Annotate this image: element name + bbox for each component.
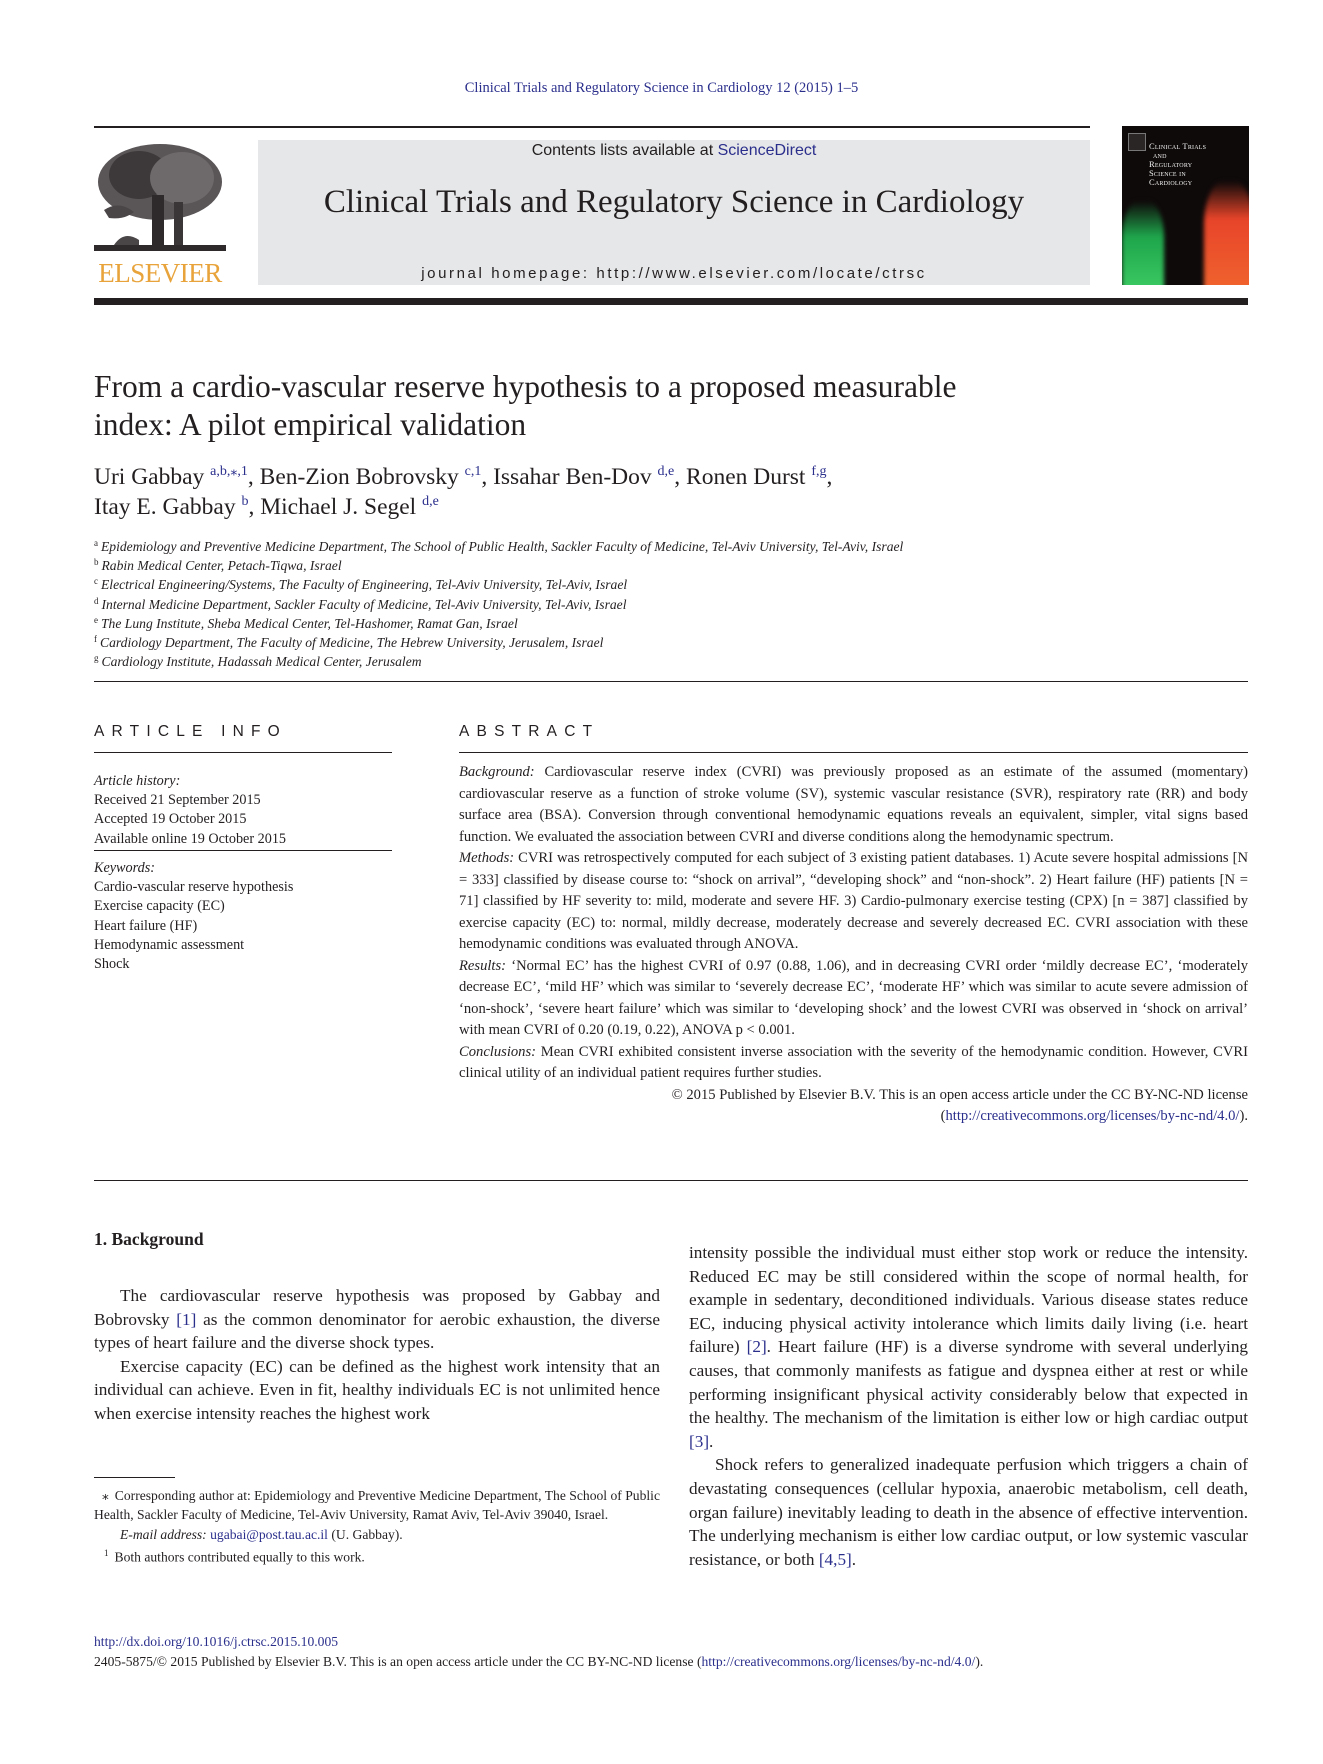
footer-license-link[interactable]: http://creativecommons.org/licenses/by-nc-nd/4.0/ xyxy=(701,1654,976,1669)
abstract-copyright: © 2015 Published by Elsevier B.V. This is an open access article under the CC BY-NC-ND license xyxy=(671,1086,1248,1103)
cover-elsevier-emblem-icon xyxy=(1128,133,1146,151)
keyword: Exercise capacity (EC) xyxy=(94,898,225,915)
body-left-column xyxy=(94,1284,660,1426)
affiliation-item: $^f$ Cardiology Department, The Faculty of Medicine, The Hebrew University, Jerusalem, Israel xyxy=(94,634,604,651)
abstract-end-rule xyxy=(94,1180,1248,1181)
keywords: Keywords: Cardio-vascular reserve hypothesis Exercise capacity (EC) Heart failure (HF) Hemodynamic assessment Shock xyxy=(94,859,392,974)
abstract-methods: Methods: CVRI was retrospectively computed for each subject of 3 existing patient databases. 1) Acute severe hospital admissions [N = 333] classified by disease course to: “shock on arrival”, “developing shock” and “non-shock”. 2) Heart failure (HF) patients [N = 71] classified by HF severity to: mild, moderate and severe HF. 3) Cardio-pulmonary exercise testing (CPX) [n = 387] classified by exercise capacity (EC) to: normal, mildly decrease, moderately decrease and severely decreased EC. CVRI association with these hemodynamic conditions was evaluated through ANOVA. xyxy=(459,850,1248,952)
received-date: Received 21 September 2015 xyxy=(94,792,261,809)
journal-name: Clinical Trials and Regulatory Science in Cardiology xyxy=(323,184,1025,220)
journal-homepage[interactable]: journal homepage: http://www.elsevier.com/locate/ctrsc xyxy=(421,265,927,282)
running-header[interactable]: Clinical Trials and Regulatory Science in Cardiology 12 (2015) 1–5 xyxy=(464,80,859,96)
footnote-rule xyxy=(94,1477,175,1478)
cc-license-link[interactable]: http://creativecommons.org/licenses/by-nc-nd/4.0/ xyxy=(945,1108,1240,1124)
abstract-license: (http://creativecommons.org/licenses/by-nc-nd/4.0/). xyxy=(940,1108,1248,1124)
author-name: Michael J. Segel xyxy=(260,494,417,520)
affiliation-item: $^d$ Internal Medicine Department, Sackler Faculty of Medicine, Tel-Aviv University, Tel-Aviv, Israel xyxy=(94,595,627,612)
paragraph: Shock refers to generalized inadequate perfusion which triggers a chain of devastating consequences (cellular hypoxia, anaerobic metabolism, cell death, organ failure) inevitably leading to death in the absence of effective intervention. The underlying mechanism is either low cardiac output, or low systemic vascular resistance, or both [4,5]. xyxy=(689,1455,1248,1569)
affiliation-item: $^b$ Rabin Medical Center, Petach-Tiqwa, Israel xyxy=(94,557,342,574)
equal-contribution-note: $^1$ Both authors contributed equally to this work. xyxy=(104,1548,365,1565)
section-heading-background: 1. Background xyxy=(94,1229,204,1249)
author-name: Uri Gabbay xyxy=(94,464,205,490)
citation-link[interactable]: [4,5] xyxy=(818,1549,852,1569)
affiliation-item: $^e$ The Lung Institute, Sheba Medical Center, Tel-Hashomer, Ramat Gan, Israel xyxy=(94,614,518,631)
contents-prefix: Contents lists available at xyxy=(531,142,718,159)
body-right-column xyxy=(689,1241,1248,1571)
author-affil-link[interactable]: d,e xyxy=(422,494,439,509)
email-note: E-mail address: ugabai@post.tau.ac.il (U. Gabbay). xyxy=(120,1526,403,1542)
author-affil-link[interactable]: c,1 xyxy=(464,464,482,479)
sciencedirect-link[interactable]: ScienceDirect xyxy=(717,142,817,159)
online-date: Available online 19 October 2015 xyxy=(94,830,287,847)
paragraph: intensity possible the individual must either stop work or reduce the intensity. Reduced EC may be still considered within the scope of normal health, for example in sedentary, deconditioned individuals. Various disease states reduce EC, inducing physical activity intolerance which limits daily living (i.e. heart failure) [2]. Heart failure (HF) is a diverse syndrome with several underlying causes, that commonly manifests as fatigue and dyspnea either at rest or while performing insignificant physical activity considerably below that expected in the healthy. The mechanism of the limitation is either low or high cardiac output [3]. xyxy=(689,1243,1249,1451)
keyword: Cardio-vascular reserve hypothesis xyxy=(94,879,294,896)
article-info-rule xyxy=(94,752,392,753)
author-list: Uri Gabbay $^{a,b,⁎,1}$, Ben-Zion Bobrovsky $^{c,1}$, Issahar Ben-Dov $^{d,e}$, Ronen Durst $^{f,g}$, Itay E. Gabbay $^b$, Michael J. Segel $^{d,e}$ xyxy=(94,464,833,520)
affiliation-list xyxy=(94,537,903,671)
author-affil-link[interactable]: d,e xyxy=(657,464,675,479)
footnotes xyxy=(94,1486,660,1567)
keyword: Heart failure (HF) xyxy=(94,917,198,934)
front-matter-rule xyxy=(94,681,1248,682)
abstract-heading: ABSTRACT xyxy=(459,723,600,740)
keyword: Hemodynamic assessment xyxy=(94,936,245,953)
contents-line xyxy=(258,142,1090,160)
doi-link[interactable]: http://dx.doi.org/10.1016/j.ctrsc.2015.10.005 xyxy=(94,1634,339,1649)
author-name: Itay E. Gabbay xyxy=(94,494,236,520)
keywords-rule xyxy=(94,850,392,851)
author-affil-link[interactable]: f,g xyxy=(811,464,827,479)
accepted-date: Accepted 19 October 2015 xyxy=(94,811,247,828)
elsevier-wordmark: ELSEVIER xyxy=(98,258,222,288)
author-name: Issahar Ben-Dov xyxy=(493,464,652,490)
affiliation-item: $^g$ Cardiology Institute, Hadassah Medical Center, Jerusalem xyxy=(94,653,422,670)
citation-link[interactable]: [2] xyxy=(746,1337,767,1357)
masthead-thick-rule xyxy=(94,298,1248,305)
journal-cover-thumbnail xyxy=(1122,126,1249,285)
abstract-results: Results: ‘Normal EC’ has the highest CVRI of 0.97 (0.88, 1.06), and in decreasing CVRI order ‘mildly decrease EC’, ‘moderately decrease EC’, ‘mild HF’ which was similar to ‘severely decrease EC’, ‘moderate HF’ which was similar to acute severe admission of ‘non-shock’, ‘severe heart failure’ which was similar to ‘developing shock’ and the lowest CVRI was observed in ‘shock on arrival’ with mean CVRI of 0.20 (0.19, 0.22), ANOVA p < 0.001. xyxy=(459,957,1248,1038)
abstract-background: Background: Cardiovascular reserve index (CVRI) was previously proposed as an estimate of the assumed (momentary) cardiovascular reserve as a function of stroke volume (SV), systemic vascular resistance (SVR), respiratory rate (RR) and body surface area (BSA). Conversion through conventional hemodynamic equations reveals an equivalent, simpler, vital signs based function. We evaluated the association between CVRI and diverse conditions along the hemodynamic spectrum. xyxy=(459,764,1248,845)
author-affil-link[interactable]: a,b,⁎,1 xyxy=(210,464,248,479)
abstract-rule xyxy=(459,752,1248,753)
article-info-heading: ARTICLE INFO xyxy=(94,723,287,740)
abstract-body xyxy=(459,762,1248,1128)
footer-license: 2405-5875/© 2015 Published by Elsevier B.V. This is an open access article under the CC BY-NC-ND license (http://creativecommons.org/licenses/by-nc-nd/4.0/). xyxy=(94,1654,984,1669)
corresponding-author-note: ⁎ Corresponding author at: Epidemiology and Preventive Medicine Department, The School of Public Health, Sackler Faculty of Medicine, Tel-Aviv University, Ramat Aviv, Tel-Aviv 39040, Israel. xyxy=(94,1488,660,1523)
paragraph: Exercise capacity (EC) can be defined as the highest work intensity that an individual can achieve. Even in fit, healthy individuals EC is not unlimited hence when exercise intensity reaches the highest work xyxy=(94,1356,660,1423)
citation-link[interactable]: [1] xyxy=(176,1309,197,1329)
abstract-conclusions: Conclusions: Mean CVRI exhibited consistent inverse association with the severity of the hemodynamic condition. However, CVRI clinical utility of an individual patient requires further studies. xyxy=(459,1043,1248,1081)
keyword: Shock xyxy=(94,956,130,973)
author-affil-link[interactable]: b xyxy=(241,494,249,509)
email-link[interactable]: ugabai@post.tau.ac.il xyxy=(210,1526,328,1542)
article-title: From a cardio-vascular reserve hypothesis to a proposed measurable index: A pilot empirical validation xyxy=(94,369,957,442)
article-history: Article history: Received 21 September 2015 Accepted 19 October 2015 Available online 19 October 2015 xyxy=(94,772,392,849)
cover-title: Clinical Trials and Regulatory Science in Cardiology xyxy=(1149,141,1207,187)
affiliation-item: $^c$ Electrical Engineering/Systems, The Faculty of Engineering, Tel-Aviv University, Tel-Aviv, Israel xyxy=(94,576,628,593)
affiliation-item: $^a$ Epidemiology and Preventive Medicine Department, The School of Public Health, Sackler Faculty of Medicine, Tel-Aviv University, Tel-Aviv, Israel xyxy=(94,538,904,554)
elsevier-tree-icon xyxy=(94,140,226,255)
author-name: Ben-Zion Bobrovsky xyxy=(259,464,459,490)
citation-link[interactable]: [3] xyxy=(689,1431,710,1451)
author-name: Ronen Durst xyxy=(686,464,806,490)
masthead-top-rule xyxy=(94,126,1090,128)
paragraph: The cardiovascular reserve hypothesis was proposed by Gabbay and Bobrovsky [1] as the common denominator for aerobic exhaustion, the diverse types of heart failure and the diverse shock types. xyxy=(94,1286,660,1353)
